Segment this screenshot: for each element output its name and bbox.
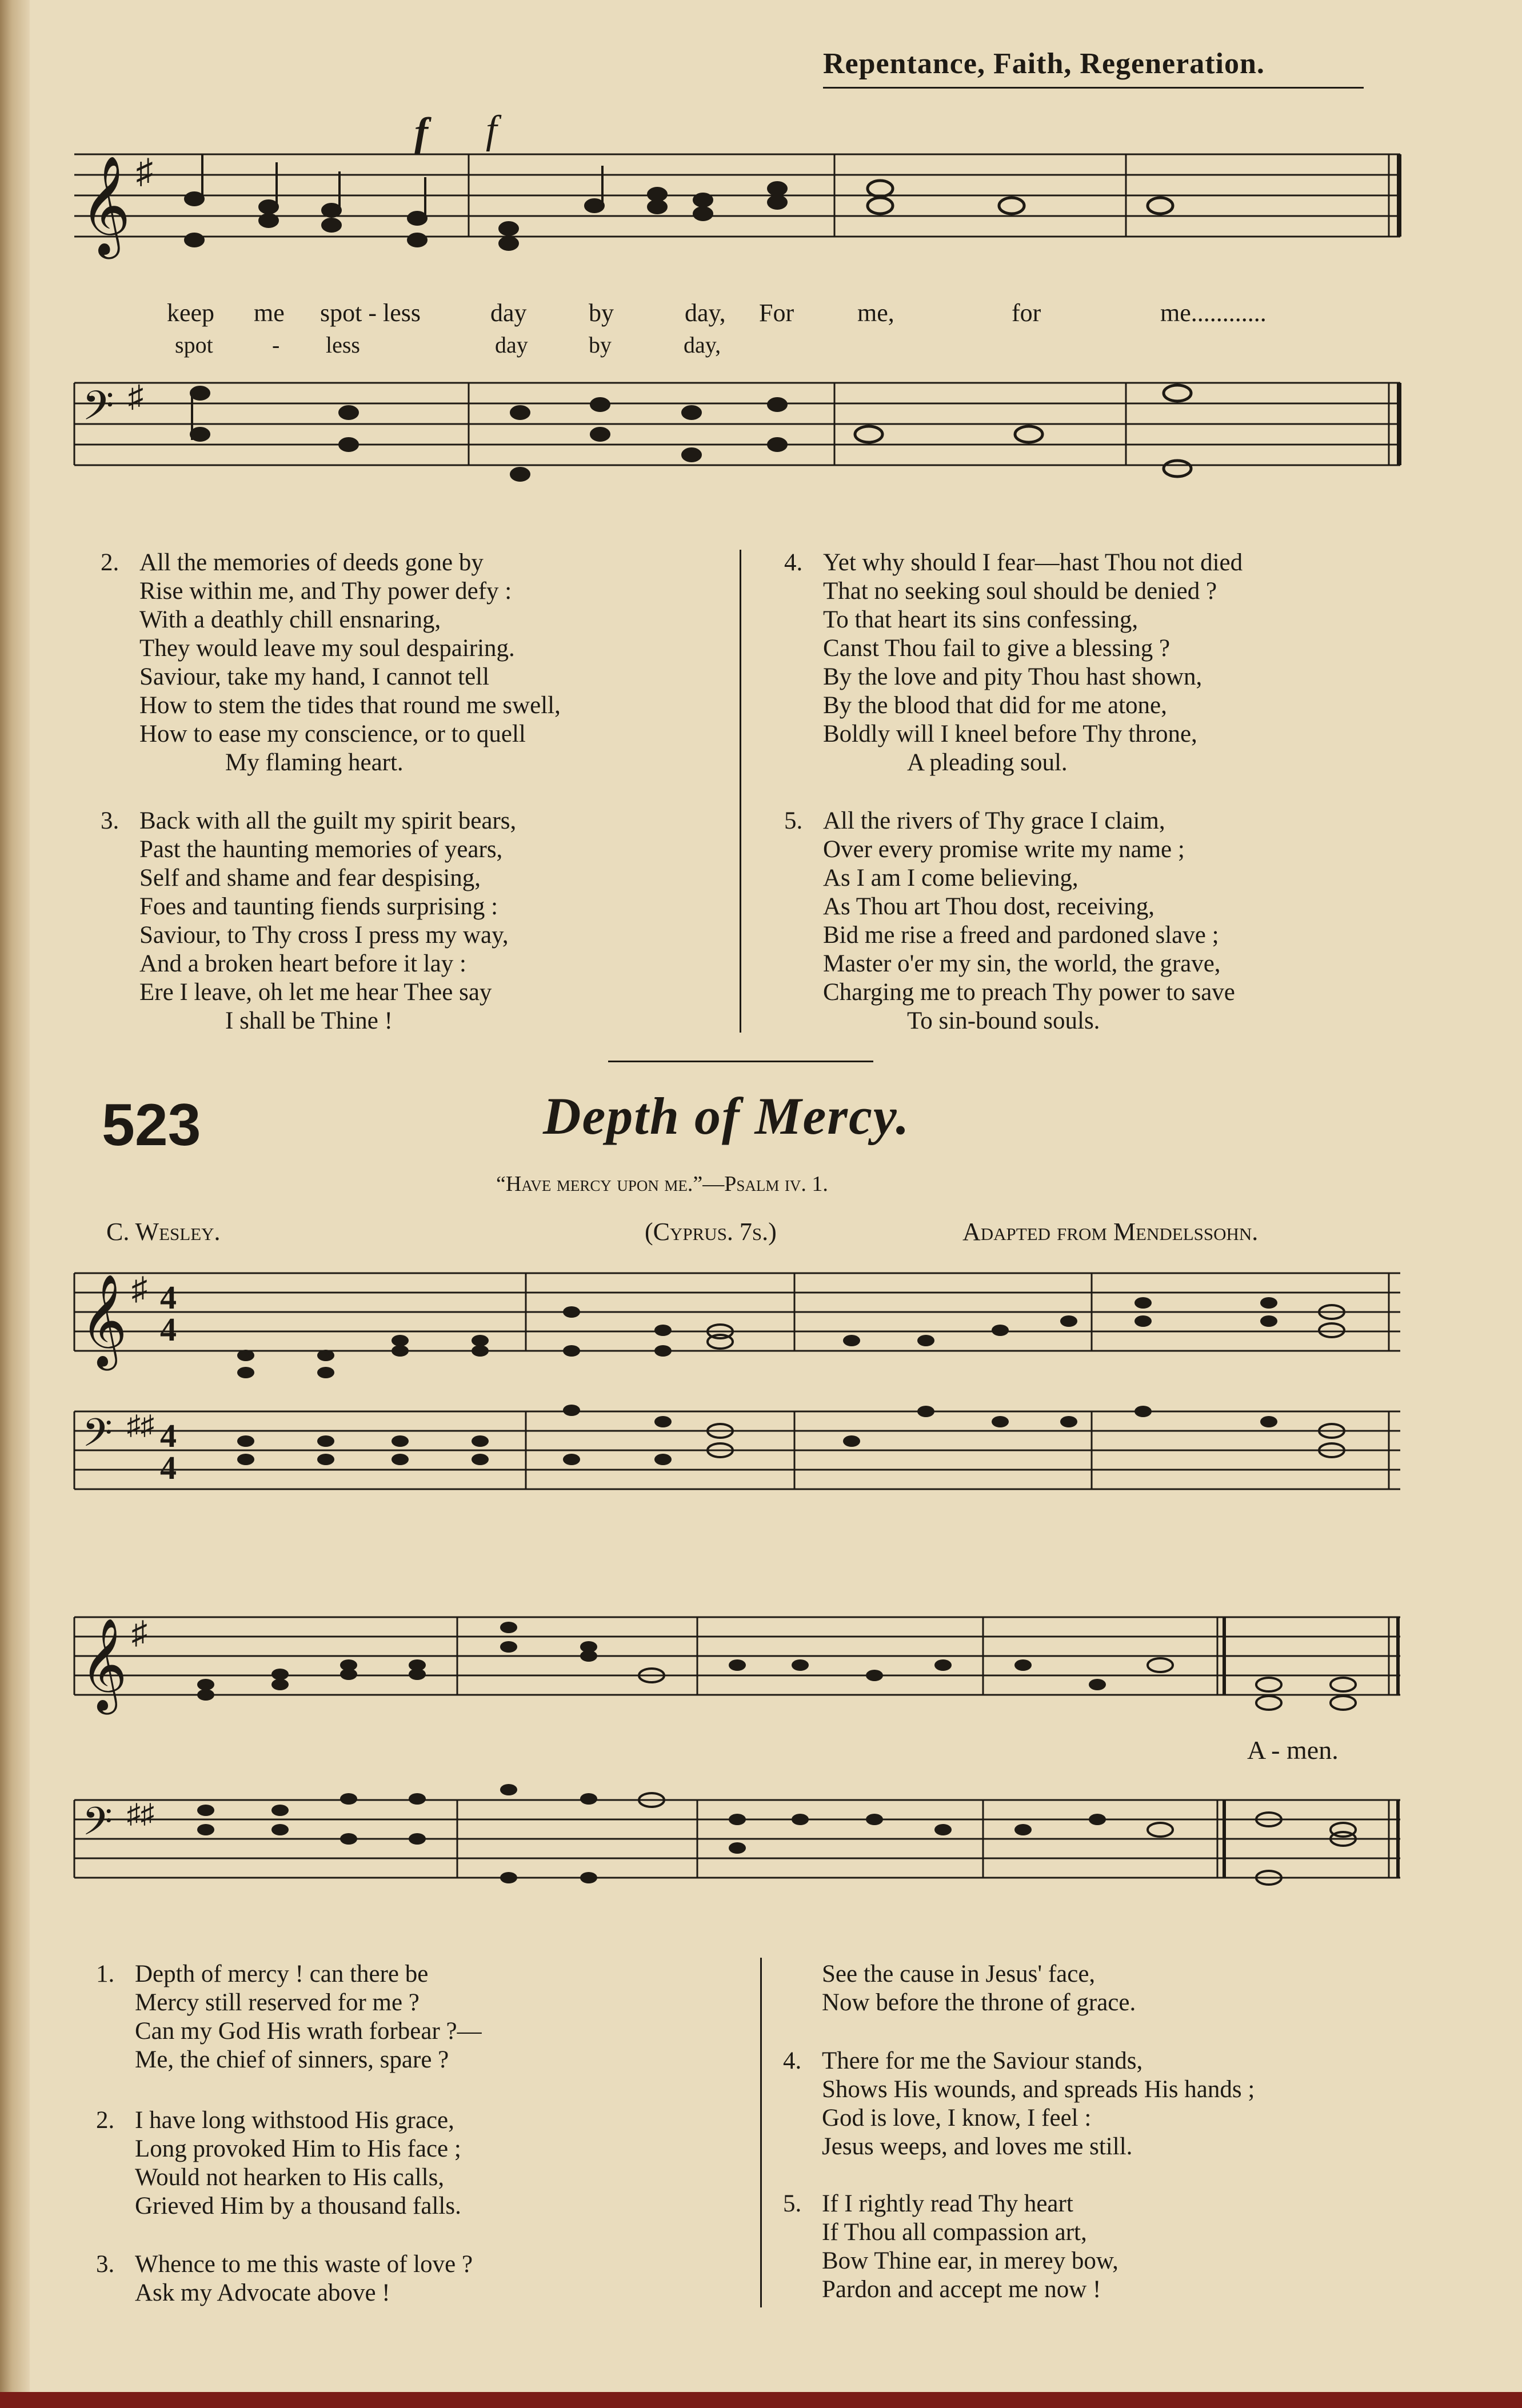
column-divider — [740, 550, 741, 1033]
stanza-line: Me, the chief of sinners, spare ? — [135, 2046, 449, 2073]
svg-text:𝄞: 𝄞 — [80, 155, 131, 255]
stanza-line: As I am I come believing, — [823, 865, 1078, 891]
stanza-line: Would not hearken to His calls, — [135, 2164, 445, 2191]
scripture-reference: “Have mercy upon me.”—Psalm iv. 1. — [496, 1172, 828, 1196]
stanza-line: I shall be Thine ! — [225, 1007, 393, 1034]
svg-text:4: 4 — [160, 1279, 177, 1316]
stanza-line: Now before the throne of grace. — [822, 1989, 1136, 2016]
hymn-523-bass-staff-2 — [74, 1800, 1406, 1909]
lyric-word: day — [495, 332, 528, 358]
hymn-523-treble-staff-2 — [74, 1617, 1406, 1720]
svg-text:♯: ♯ — [131, 1615, 147, 1651]
stanza-line: Jesus weeps, and loves me still. — [822, 2133, 1133, 2160]
svg-text:4: 4 — [160, 1417, 177, 1454]
stanza-line: Saviour, take my hand, I cannot tell — [139, 663, 490, 690]
svg-text:4: 4 — [160, 1311, 177, 1348]
stanza-number: 2. — [96, 2107, 115, 2134]
stanza-number: 5. — [783, 2190, 802, 2217]
hymn-number: 523 — [102, 1092, 201, 1158]
stanza-line: See the cause in Jesus' face, — [822, 1961, 1096, 1987]
stanza-line: There for me the Saviour stands, — [822, 2047, 1143, 2074]
stanza-line: All the rivers of Thy grace I claim, — [823, 807, 1165, 834]
stanza-line: Whence to me this waste of love ? — [135, 2251, 473, 2278]
stanza-line: Charging me to preach Thy power to save — [823, 979, 1235, 1006]
running-head-rule — [823, 87, 1364, 89]
column-divider — [760, 1958, 762, 2307]
stanza-line: How to ease my conscience, or to quell — [139, 721, 526, 747]
stanza-line: Grieved Him by a thousand falls. — [135, 2193, 461, 2219]
stanza-line: If I rightly read Thy heart — [822, 2190, 1073, 2217]
lyric-word: day, — [684, 332, 721, 358]
stanza-line: Shows His wounds, and spreads His hands ; — [822, 2076, 1255, 2103]
stanza-line: Over every promise write my name ; — [823, 836, 1185, 863]
stanza-line: They would leave my soul despairing. — [139, 635, 515, 662]
stanza-line: Pardon and accept me now ! — [822, 2276, 1101, 2303]
stanza-line: As Thou art Thou dost, receiving, — [823, 893, 1155, 920]
stanza-line: Yet why should I fear—hast Thou not died — [823, 549, 1243, 576]
stanza-4 — [783, 2047, 1255, 2161]
stanza-line: Past the haunting memories of years, — [139, 836, 503, 863]
svg-text:𝄞: 𝄞 — [80, 1277, 127, 1365]
stanza-number: 1. — [96, 1961, 115, 1987]
lyric-word: less — [326, 332, 360, 358]
lyric-word: me — [254, 299, 285, 327]
author: C. Wesley. — [106, 1218, 221, 1246]
lyric-word: me, — [857, 299, 894, 327]
lyric-word: by — [589, 299, 614, 327]
stanza-number: 4. — [784, 549, 803, 576]
stanza-line: By the love and pity Thou hast shown, — [823, 663, 1203, 690]
stanza-5 — [783, 2190, 1118, 2304]
svg-text:4: 4 — [160, 1449, 177, 1486]
stanza-line: Long provoked Him to His face ; — [135, 2135, 461, 2162]
stanza-line: A pleading soul. — [907, 749, 1068, 776]
stanza-line: God is love, I know, I feel : — [822, 2105, 1092, 2131]
stanza-line: Bow Thine ear, in merey bow, — [822, 2247, 1118, 2274]
amen-text: A - men. — [1247, 1735, 1339, 1765]
svg-text:♯: ♯ — [136, 153, 153, 190]
stanza-line: Canst Thou fail to give a blessing ? — [823, 635, 1171, 662]
lyric-word: spot — [175, 332, 213, 358]
lyric-word: - — [272, 332, 280, 358]
stanza-line: To that heart its sins confessing, — [823, 606, 1138, 633]
stanza-3-continued — [783, 1960, 1136, 2017]
stanza-5 — [784, 807, 1235, 1035]
stanza-3 — [101, 807, 516, 1035]
lyric-word: spot - less — [320, 299, 421, 327]
stanza-line: All the memories of deeds gone by — [139, 549, 484, 576]
stanza-number: 4. — [783, 2047, 802, 2074]
top-bass-staff — [74, 379, 1406, 497]
stanza-line: Boldly will I kneel before Thy throne, — [823, 721, 1197, 747]
svg-text:♯: ♯ — [131, 1271, 147, 1307]
stanza-line: With a deathly chill ensnaring, — [139, 606, 441, 633]
svg-text:𝄢: 𝄢 — [82, 1801, 113, 1853]
stanza-line: And a broken heart before it lay : — [139, 950, 466, 977]
stanza-4 — [784, 549, 1243, 777]
svg-text:♯: ♯ — [128, 379, 143, 414]
stanza-line: I have long withstood His grace, — [135, 2107, 454, 2134]
stanza-line: Ask my Advocate above ! — [135, 2279, 390, 2306]
stanza-line: My flaming heart. — [225, 749, 404, 776]
stanza-number: 2. — [101, 549, 119, 576]
stanza-number: 3. — [101, 807, 119, 834]
stanza-line: If Thou all compassion art, — [822, 2219, 1087, 2246]
svg-text:𝄢: 𝄢 — [82, 1412, 113, 1464]
lyric-word: day — [490, 299, 527, 327]
stanza-line: To sin-bound souls. — [907, 1007, 1100, 1034]
stanza-line: How to stem the tides that round me swell, — [139, 692, 561, 719]
lyric-word: me............ — [1160, 299, 1267, 327]
lyric-word: for — [1012, 299, 1041, 327]
stanza-number: 3. — [96, 2251, 115, 2278]
hymn-523-bass-staff-1 — [74, 1411, 1406, 1514]
tune-name: (Cyprus. 7s.) — [645, 1218, 777, 1246]
arranger: Adapted from Mendelssohn. — [962, 1218, 1259, 1246]
stanza-line: By the blood that did for me atone, — [823, 692, 1167, 719]
lyric-word: day, — [685, 299, 726, 327]
svg-text:f: f — [486, 108, 497, 152]
stanza-line: Rise within me, and Thy power defy : — [139, 578, 512, 605]
page-binding-edge — [0, 0, 30, 2408]
stanza-line: Master o'er my sin, the world, the grave, — [823, 950, 1221, 977]
lyric-word: by — [589, 332, 612, 358]
stanza-line: That no seeking soul should be denied ? — [823, 578, 1217, 605]
lyric-word: For — [759, 299, 794, 327]
stanza-line: Saviour, to Thy cross I press my way, — [139, 922, 509, 949]
page-bottom-edge — [0, 2392, 1522, 2408]
svg-text:♯♯: ♯♯ — [127, 1410, 154, 1441]
stanza-line: Mercy still reserved for me ? — [135, 1989, 420, 2016]
stanza-1 — [96, 1960, 482, 2074]
stanza-number: 5. — [784, 807, 803, 834]
svg-text:𝄢: 𝄢 — [82, 383, 114, 438]
stanza-line: Back with all the guilt my spirit bears, — [139, 807, 517, 834]
stanza-line: Foes and taunting fiends surprising : — [139, 893, 498, 920]
stanza-line: Depth of mercy ! can there be — [135, 1961, 429, 1987]
dynamic-forte: f — [414, 109, 428, 155]
hymn-title: Depth of Mercy. — [543, 1087, 910, 1145]
stanza-line: Self and shame and fear despising, — [139, 865, 481, 891]
top-treble-staff — [74, 108, 1406, 269]
section-divider — [608, 1061, 873, 1062]
stanza-line: Ere I leave, oh let me hear Thee say — [139, 979, 492, 1006]
stanza-3 — [96, 2250, 473, 2307]
svg-text:𝄞: 𝄞 — [80, 1621, 127, 1709]
lyric-word: keep — [167, 299, 215, 327]
hymn-523-treble-staff-1 — [74, 1273, 1406, 1376]
stanza-line: Bid me rise a freed and pardoned slave ; — [823, 922, 1219, 949]
running-head: Repentance, Faith, Regeneration. — [823, 47, 1265, 80]
svg-text:♯♯: ♯♯ — [127, 1799, 154, 1829]
stanza-2 — [101, 549, 561, 777]
stanza-2 — [96, 2106, 461, 2221]
stanza-line: Can my God His wrath forbear ?— — [135, 2018, 482, 2045]
